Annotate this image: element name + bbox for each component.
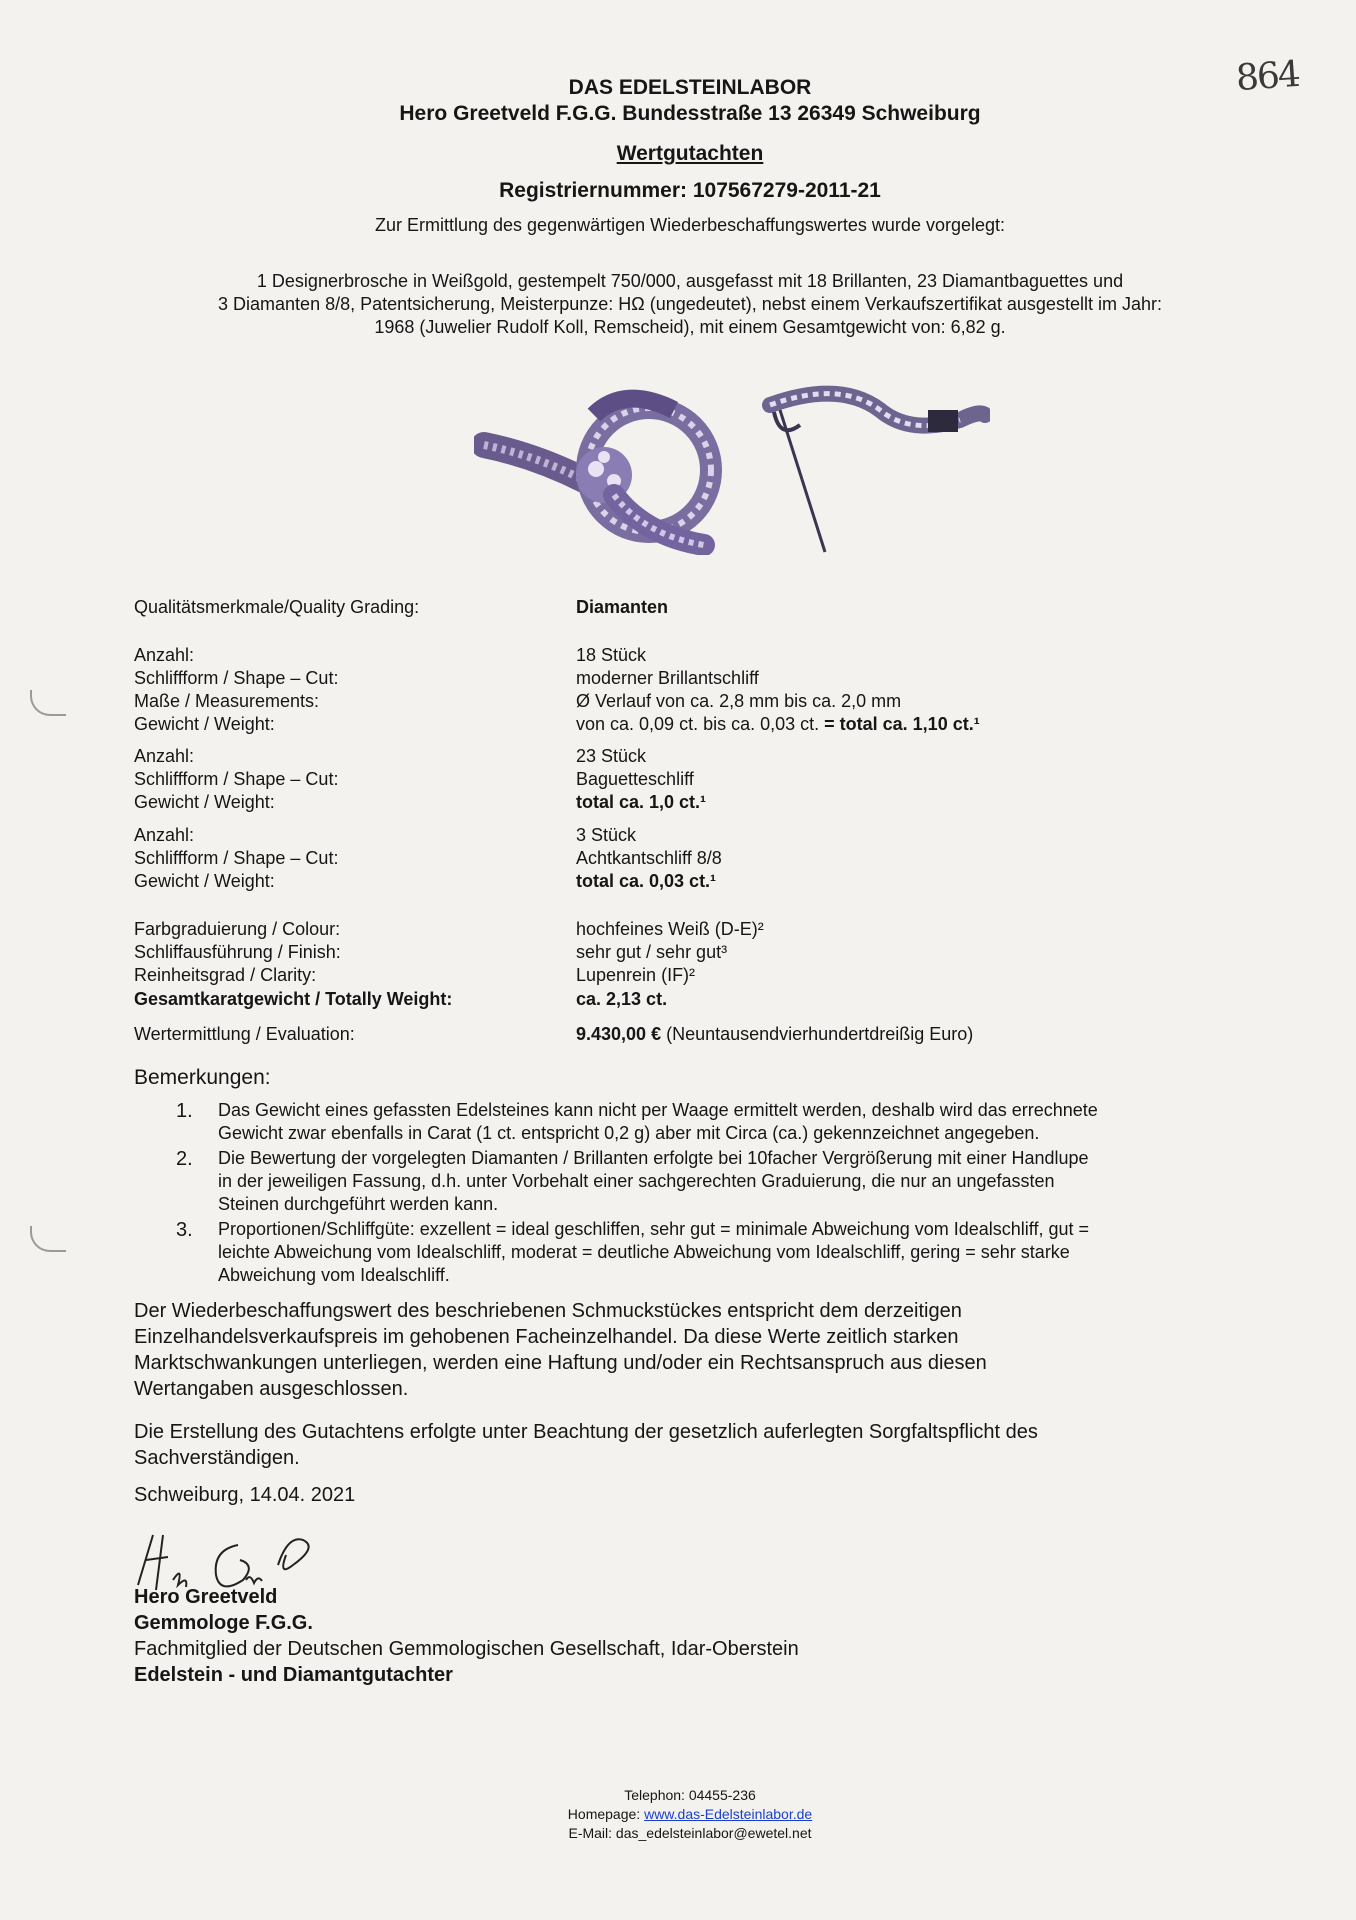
paragraph-line: Die Erstellung des Gutachtens erfolgte unter Beachtung der gesetzlich auferlegten Sorgfaltspflicht des — [134, 1421, 1038, 1443]
measure-value: Ø Verlauf von ca. 2,8 mm bis ca. 2,0 mm — [576, 691, 902, 711]
punch-hole-mark — [30, 690, 66, 716]
count-value: 18 Stück — [576, 645, 647, 665]
evaluation-words: (Neuntausendvierhundertdreißig Euro) — [661, 1024, 974, 1044]
item-description — [130, 270, 1250, 339]
brooch-photo-side — [760, 380, 990, 560]
description-line: 1968 (Juwelier Rudolf Koll, Remscheid), mit einem Gesamtgewicht von: 6,82 g. — [374, 317, 1006, 337]
remark-number: 2. — [176, 1148, 193, 1170]
signer-title: Gemmologe F.G.G. — [134, 1612, 313, 1634]
shape-value: Achtkantschliff 8/8 — [576, 848, 722, 868]
measure-label: Maße / Measurements: — [134, 691, 320, 711]
footer-phone: Telephon: 04455-236 — [624, 1787, 756, 1803]
clarity-value: Lupenrein (IF)² — [576, 965, 696, 985]
total-weight-label: Gesamtkaratgewicht / Totally Weight: — [134, 989, 453, 1009]
registration-number: Registriernummer: 107567279-2011-21 — [499, 179, 881, 202]
remarks-title: Bemerkungen: — [134, 1066, 271, 1089]
count-label: Anzahl: — [134, 645, 195, 665]
remark-number: 3. — [176, 1219, 193, 1241]
diligence-paragraph — [134, 1419, 1254, 1471]
paragraph-line: Einzelhandelsverkaufspreis im gehobenen Facheinzelhandel. Da diese Werte zeitlich starken — [134, 1326, 959, 1348]
homepage-label: Homepage: — [567, 1806, 645, 1822]
shape-label: Schliffform / Shape – Cut: — [134, 848, 339, 868]
evaluation-value — [576, 1023, 973, 1046]
evaluation-amount: 9.430,00 € — [576, 1024, 662, 1044]
place-date: Schweiburg, 14.04. 2021 — [134, 1484, 356, 1506]
description-line: 1 Designerbrosche in Weißgold, gestempelt 750/000, ausgefasst mit 18 Brillanten, 23 Diamantbaguettes und — [256, 271, 1124, 291]
brooch-photo-front — [474, 385, 734, 555]
weight-label: Gewicht / Weight: — [134, 714, 275, 734]
remark-line: Gewicht zwar ebenfalls in Carat (1 ct. entspricht 0,2 g) aber mit Circa (ca.) gekennzeichnet angegeben. — [218, 1123, 1040, 1143]
weight-range: von ca. 0,09 ct. bis ca. 0,03 ct. — [576, 714, 825, 734]
intro-text: Zur Ermittlung des gegenwärtigen Wiederbeschaffungswertes wurde vorgelegt: — [375, 215, 1005, 235]
evaluation-label: Wertermittlung / Evaluation: — [134, 1024, 355, 1044]
finish-value: sehr gut / sehr gut³ — [576, 942, 728, 962]
homepage-link[interactable]: www.das-Edelsteinlabor.de — [644, 1806, 813, 1822]
paragraph-line: Wertangaben ausgeschlossen. — [134, 1378, 409, 1400]
lab-address: Hero Greetveld F.G.G. Bundesstraße 13 26349 Schweiburg — [399, 102, 981, 125]
remark-line: Das Gewicht eines gefassten Edelsteines kann nicht per Waage ermittelt werden, deshalb wird das errechnete — [218, 1100, 1098, 1120]
weight-value — [576, 713, 980, 736]
shape-label: Schliffform / Shape – Cut: — [134, 769, 339, 789]
finish-label: Schliffausführung / Finish: — [134, 942, 341, 962]
colour-value: hochfeines Weiß (D-E)² — [576, 919, 764, 939]
count-label: Anzahl: — [134, 825, 195, 845]
count-value: 3 Stück — [576, 825, 637, 845]
clarity-label: Reinheitsgrad / Clarity: — [134, 965, 317, 985]
remark-line: in der jeweiligen Fassung, d.h. unter Vorbehalt einer sachgerechten Graduierung, die nur an ungefassten — [218, 1171, 1055, 1191]
remark-line: leichte Abweichung vom Idealschliff, moderat = deutliche Abweichung vom Idealschliff, gering = sehr starke — [218, 1242, 1070, 1262]
weight-value: total ca. 0,03 ct.¹ — [576, 871, 717, 891]
description-line: 3 Diamanten 8/8, Patentsicherung, Meisterpunze: HΩ (ungedeutet), nebst einem Verkaufszertifikat ausgestellt im Jahr: — [218, 294, 1162, 314]
remark-text — [218, 1099, 1248, 1145]
shape-value: moderner Brillantschliff — [576, 668, 759, 688]
lab-name: DAS EDELSTEINLABOR — [568, 76, 812, 99]
weight-label: Gewicht / Weight: — [134, 871, 275, 891]
grading-heading-value: Diamanten — [576, 597, 669, 617]
signer-role: Edelstein - und Diamantgutachter — [134, 1664, 453, 1686]
liability-paragraph — [134, 1298, 1254, 1402]
remark-line: Steinen durchgeführt werden kann. — [218, 1194, 499, 1214]
signer-name: Hero Greetveld — [134, 1586, 278, 1608]
weight-label: Gewicht / Weight: — [134, 792, 275, 812]
signer-membership: Fachmitglied der Deutschen Gemmologischen Gesellschaft, Idar-Oberstein — [134, 1638, 799, 1660]
paragraph-line: Marktschwankungen unterliegen, werden eine Haftung und/oder ein Rechtsanspruch aus diesen — [134, 1352, 987, 1374]
document-title: Wertgutachten — [616, 142, 764, 165]
paragraph-line: Der Wiederbeschaffungswert des beschriebenen Schmuckstückes entspricht dem derzeitigen — [134, 1300, 962, 1322]
remark-text — [218, 1147, 1248, 1216]
paragraph-line: Sachverständigen. — [134, 1447, 300, 1469]
footer-homepage — [0, 1805, 1356, 1823]
total-weight-value: ca. 2,13 ct. — [576, 989, 668, 1009]
weight-total: = total ca. 1,10 ct.¹ — [824, 714, 980, 734]
remark-line: Abweichung vom Idealschliff. — [218, 1265, 450, 1285]
footer-email: E-Mail: das_edelsteinlabor@ewetel.net — [568, 1825, 812, 1841]
count-value: 23 Stück — [576, 746, 647, 766]
shape-label: Schliffform / Shape – Cut: — [134, 668, 339, 688]
handwritten-page-number: 864 — [1234, 53, 1301, 100]
remark-text — [218, 1218, 1248, 1287]
remark-line: Die Bewertung der vorgelegten Diamanten / Brillanten erfolgte bei 10facher Vergrößerung mit einer Handlupe — [218, 1148, 1089, 1168]
remark-number: 1. — [176, 1100, 193, 1122]
colour-label: Farbgraduierung / Colour: — [134, 919, 341, 939]
grading-heading-label: Qualitätsmerkmale/Quality Grading: — [134, 597, 420, 617]
punch-hole-mark — [30, 1226, 66, 1252]
shape-value: Baguetteschliff — [576, 769, 694, 789]
remark-line: Proportionen/Schliffgüte: exzellent = ideal geschliffen, sehr gut = minimale Abweichung vom Idealschliff, gut = — [218, 1219, 1090, 1239]
weight-value: total ca. 1,0 ct.¹ — [576, 792, 707, 812]
count-label: Anzahl: — [134, 746, 195, 766]
